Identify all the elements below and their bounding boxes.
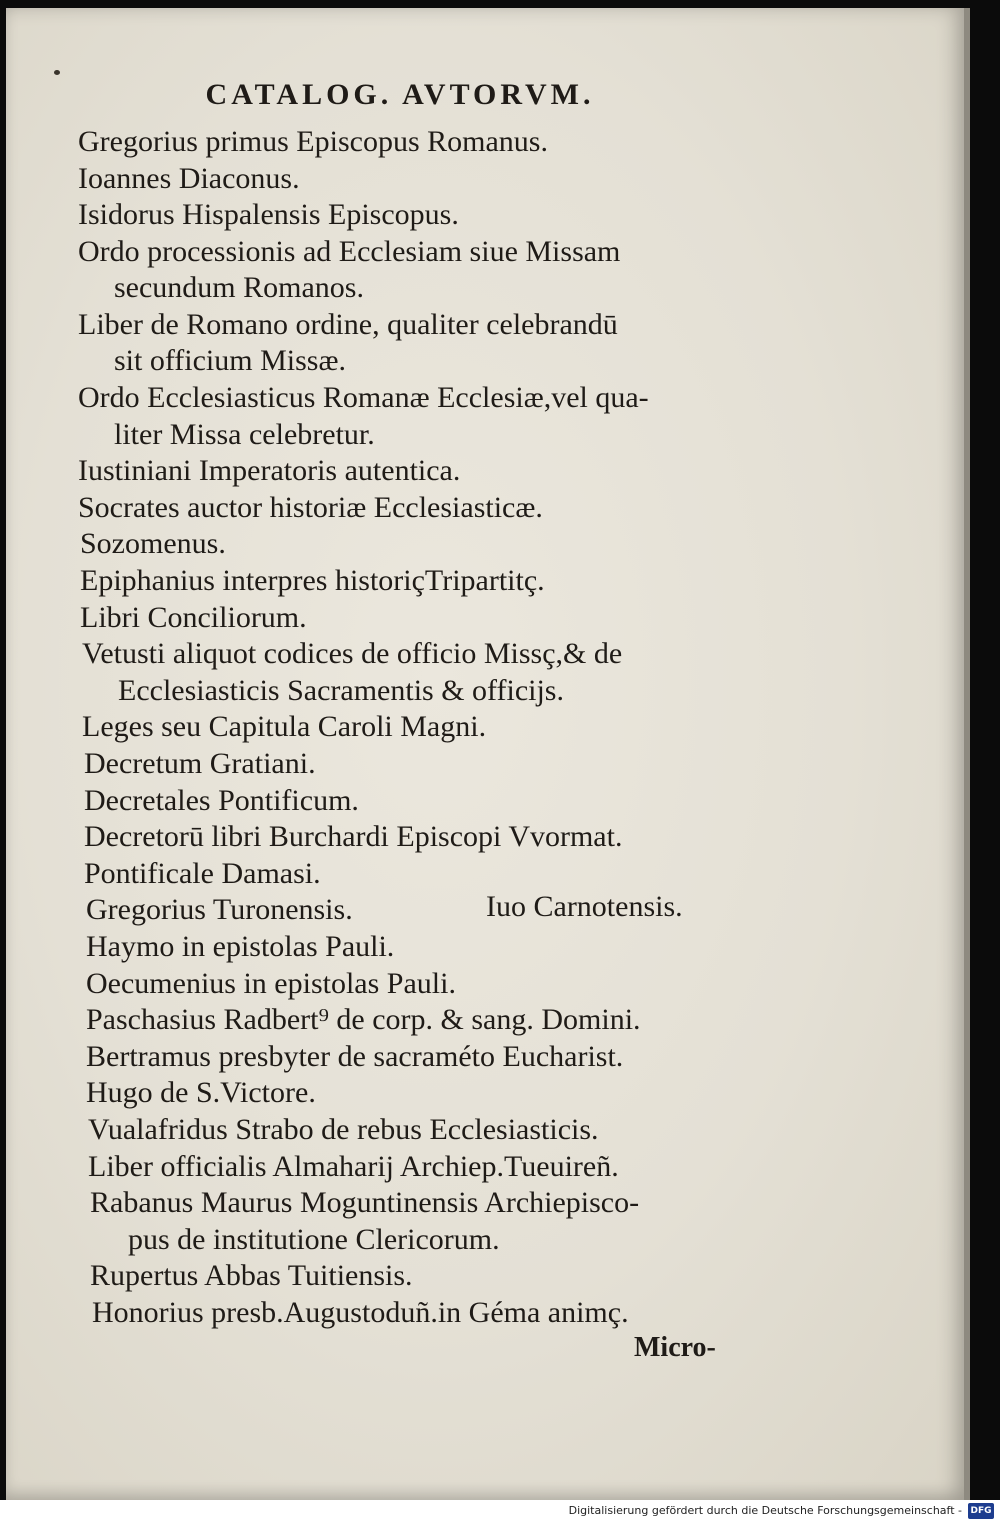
page-edge <box>964 8 970 1500</box>
catalog-entry: Leges seu Capitula Caroli Magni. <box>82 710 487 743</box>
catalog-entry: Paschasius Radbert⁹ de corp. & sang. Domini. <box>86 1003 641 1036</box>
catalog-entry: Ordo processionis ad Ecclesiam siue Missam <box>78 235 621 268</box>
catalog-entry-continuation: pus de institutione Clericorum. <box>128 1223 500 1256</box>
catalog-entry: Rupertus Abbas Tuitiensis. <box>90 1259 413 1292</box>
catalog-entry: Ioannes Diaconus. <box>78 162 300 195</box>
catalog-entry: Bertramus presbyter de sacraméto Eucharist. <box>86 1040 624 1073</box>
catalog-entry: Liber officialis Almaharij Archiep.Tueuireñ. <box>88 1150 619 1183</box>
catalog-entry: Haymo in epistolas Pauli. <box>86 930 395 963</box>
footer-credit: Digitalisierung gefördert durch die Deutsche Forschungsgemeinschaft - <box>568 1504 962 1517</box>
catalog-entry: Libri Conciliorum. <box>80 601 307 634</box>
ink-spot <box>54 70 60 75</box>
page-heading: CATALOG. AVTORVM. <box>205 78 595 111</box>
catalog-entry: Gregorius primus Episcopus Romanus. <box>78 125 548 158</box>
catalog-entry: Gregorius Turonensis. <box>86 893 353 926</box>
catalog-entry: Liber de Romano ordine, qualiter celebrandū <box>78 308 618 341</box>
catalog-entry: Oecumenius in epistolas Pauli. <box>86 967 456 1000</box>
catalog-entry: Vetusti aliquot codices de officio Missç,& de <box>82 637 623 670</box>
catalog-entry: Decretorū libri Burchardi Episcopi Vvormat. <box>84 820 623 853</box>
catchword: Micro- <box>634 1332 716 1363</box>
catalog-entry: Epiphanius interpres historiçTripartitç. <box>80 564 545 597</box>
catalog-entry: Isidorus Hispalensis Episcopus. <box>78 198 459 231</box>
catalog-entry-continuation: liter Missa celebretur. <box>114 418 375 451</box>
catalog-entry: Socrates auctor historiæ Ecclesiasticæ. <box>78 491 543 524</box>
catalog-entry: Ordo Ecclesiasticus Romanæ Ecclesiæ,vel qua- <box>78 381 649 414</box>
catalog-entry: Hugo de S.Victore. <box>86 1076 316 1109</box>
catalog-entry: Iustiniani Imperatoris autentica. <box>78 454 461 487</box>
catalog-entry-right: Iuo Carnotensis. <box>486 890 683 923</box>
dfg-logo-icon: DFG <box>968 1503 994 1519</box>
catalog-entry-continuation: Ecclesiasticis Sacramentis & officijs. <box>118 674 564 707</box>
catalog-entry: Decretales Pontificum. <box>84 784 359 817</box>
footer-bar <box>0 1500 1000 1523</box>
catalog-entry: Decretum Gratiani. <box>84 747 316 780</box>
catalog-entry-continuation: sit officium Missæ. <box>114 344 346 377</box>
catalog-entry: Vualafridus Strabo de rebus Ecclesiasticis. <box>88 1113 599 1146</box>
catalog-entry-continuation: secundum Romanos. <box>114 271 364 304</box>
catalog-entry: Honorius presb.Augustoduñ.in Géma animç. <box>92 1296 629 1329</box>
catalog-entry: Sozomenus. <box>80 527 226 560</box>
catalog-entry: Pontificale Damasi. <box>84 857 321 890</box>
catalog-entry: Rabanus Maurus Moguntinensis Archiepisco- <box>90 1186 640 1219</box>
